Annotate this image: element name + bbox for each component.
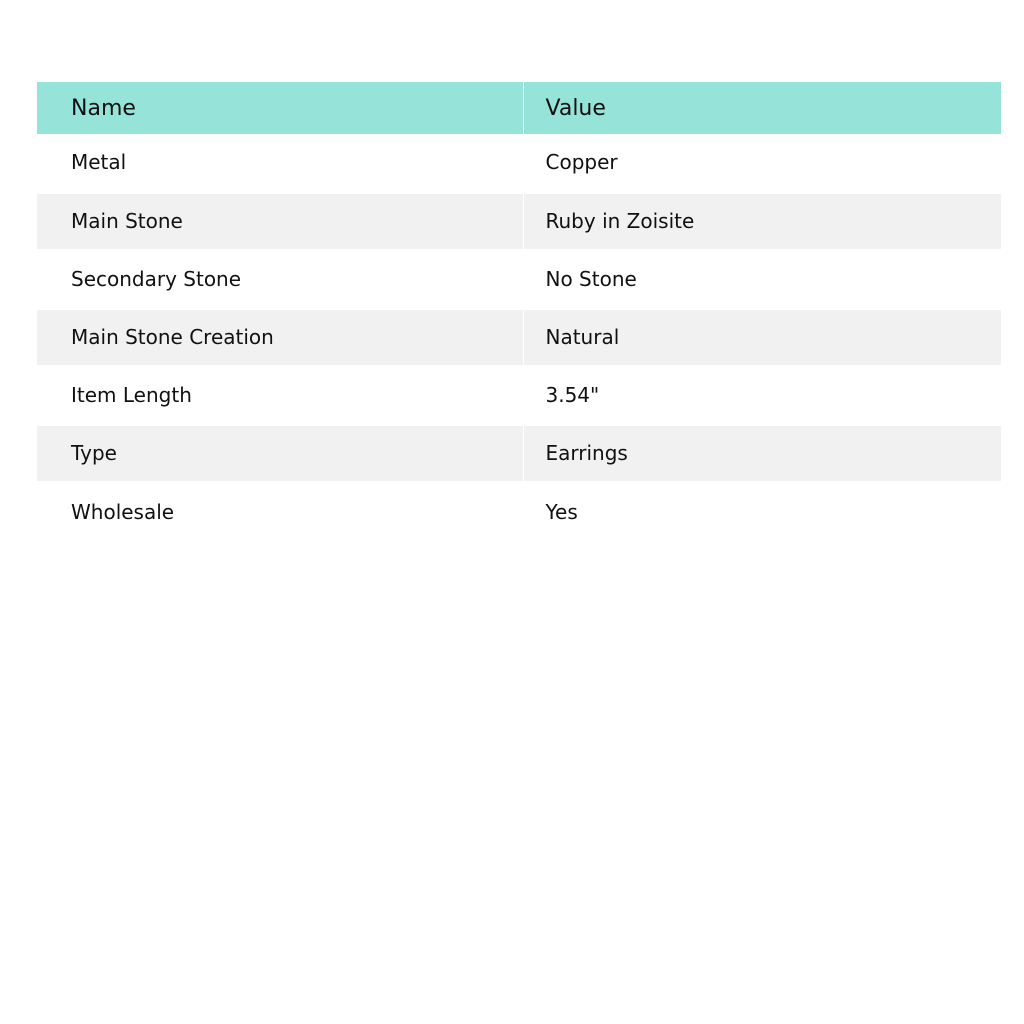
row-name-cell: Main Stone Creation — [37, 308, 523, 366]
table-row — [37, 366, 1001, 424]
row-name-cell: Metal — [37, 134, 523, 192]
row-name-cell: Item Length — [37, 366, 523, 424]
row-value-cell: Ruby in Zoisite — [523, 192, 1001, 250]
row-value-cell: Yes — [545, 499, 578, 524]
table-row — [37, 482, 1001, 540]
row-value-cell: Natural — [523, 308, 1001, 366]
table-row — [37, 134, 1001, 192]
column-header-value: Value — [545, 95, 606, 121]
row-value-cell: Earrings — [523, 424, 1001, 482]
table-body — [37, 134, 1001, 540]
row-name-cell: Secondary Stone — [37, 250, 523, 308]
row-name-cell: Main Stone — [37, 192, 523, 250]
table-row — [37, 192, 1001, 250]
row-value-cell: No Stone — [545, 267, 637, 291]
row-name-cell: Wholesale — [37, 482, 523, 540]
table-row — [37, 308, 1001, 366]
row-value-cell: 3.54" — [545, 383, 600, 407]
row-name-cell: Type — [37, 424, 523, 482]
specifications-table — [37, 82, 1001, 540]
header-row — [37, 82, 1001, 134]
table-row — [37, 250, 1001, 308]
row-value-cell: Copper — [545, 150, 618, 175]
table-header — [37, 82, 1001, 134]
column-header-name: Name — [37, 82, 523, 134]
table-row — [37, 424, 1001, 482]
